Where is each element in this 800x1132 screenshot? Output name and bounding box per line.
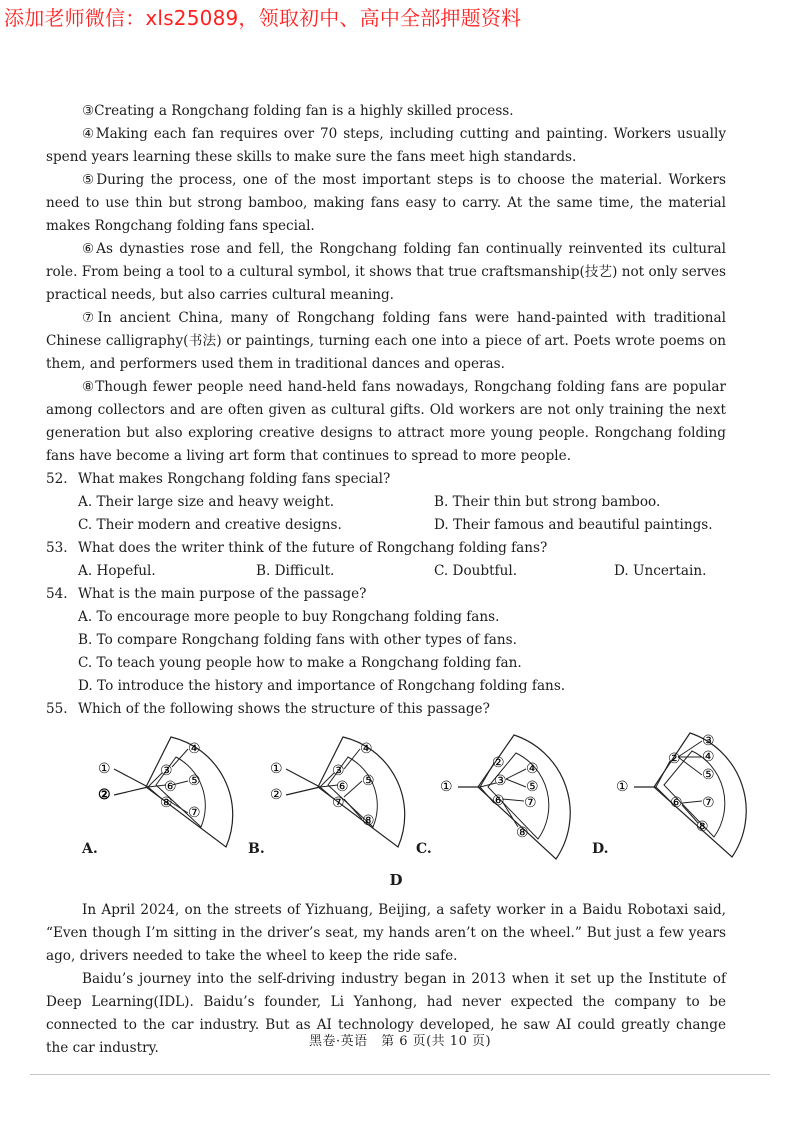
section-d-paragraph-1: In April 2024, on the streets of Yizhuang, Beijing, a safety worker in a Baidu Robotaxi said, “Even though I’m sitting in the driver’s seat, my hands aren’t on the wheel.” But just a few years ago, drivers needed to take the wheel to keep the ride safe. (46, 902, 726, 964)
passage-paragraph-8: ⑧Though fewer people need hand-held fans nowadays, Rongchang folding fans are popular among collectors and are often given as cultural gifts. Old workers are not only training the next generation but also exploring creative designs to attract more young people. Rongchang folding fans have become a living art form that continues to spread to more people. (46, 379, 726, 464)
fan-b-node-3: ③ (332, 763, 345, 779)
page-footer: 黑卷·英语 第 6 页(共 10 页) (308, 1034, 492, 1049)
fan-d-node-8: ⑧ (696, 819, 709, 835)
question-54 (46, 583, 726, 698)
fan-diagram-d (592, 727, 752, 867)
structure-diagram-c[interactable] (416, 727, 576, 867)
fan-c-node-2: ② (492, 755, 505, 771)
question-55 (46, 698, 726, 867)
fan-c-node-5: ⑤ (526, 779, 539, 795)
footer-divider (30, 1074, 770, 1075)
passage-paragraph-6: ⑥As dynasties rose and fell, the Rongchang folding fan continually reinvented its cultural role. From being a tool to a cultural symbol, it shows that true craftsmanship(技艺) not only serves practical needs, but also carries cultural meaning. (46, 241, 726, 303)
question-52-number: 52. (46, 471, 68, 487)
fan-c-node-1: ① (440, 779, 453, 795)
fan-d-node-7: ⑦ (702, 795, 715, 811)
question-54-stem: What is the main purpose of the passage? (78, 586, 367, 602)
fan-c-node-7: ⑦ (524, 795, 537, 811)
fan-b-node-2: ② (270, 787, 283, 803)
passage-paragraph-7: ⑦In ancient China, many of Rongchang folding fans were hand-painted with traditional Chinese calligraphy(书法) or paintings, turning each one into a piece of art. Poets wrote poems on them, and performers used them in traditional dances and operas. (46, 310, 726, 372)
fan-a-node-5: ⑤ (188, 773, 201, 789)
fan-c-node-4: ④ (526, 761, 539, 777)
question-52 (46, 468, 726, 537)
fan-d-node-3: ③ (702, 733, 715, 749)
watermark-text: 添加老师微信：xls25089，领取初中、高中全部押题资料 (4, 6, 522, 30)
question-52-option-c[interactable]: C. Their modern and creative designs. (78, 517, 342, 533)
question-53 (46, 537, 726, 583)
fan-diagram-a (76, 727, 236, 867)
question-52-option-d[interactable]: D. Their famous and beautiful paintings. (434, 517, 713, 533)
fan-b-node-7: ⑦ (332, 795, 345, 811)
fan-a-node-3: ③ (160, 763, 173, 779)
section-d-paragraph-2: Baidu’s journey into the self-driving industry began in 2013 when it set up the Institute of Deep Learning(IDL). Baidu’s founder, Li Yanhong, had never expected the company to be connected to the car industry. But as AI technology developed, he saw AI could greatly change the car industry. (46, 971, 726, 1056)
question-52-stem: What makes Rongchang folding fans special? (78, 471, 391, 487)
passage-paragraph-5: ⑤During the process, one of the most important steps is to choose the material. Workers need to use thin but strong bamboo, making fans easy to carry. At the same time, the material makes Rongchang folding fans special. (46, 172, 726, 234)
fan-c-node-3: ③ (494, 773, 507, 789)
fan-b-node-4: ④ (360, 741, 373, 757)
passage-paragraph-4: ④Making each fan requires over 70 steps, including cutting and painting. Workers usually spend years learning these skills to make sure the fans meet high standards. (46, 126, 726, 165)
question-54-option-d[interactable]: D. To introduce the history and importance of Rongchang folding fans. (78, 678, 566, 694)
question-53-stem: What does the writer think of the future of Rongchang folding fans? (78, 540, 548, 556)
question-53-option-d[interactable]: D. Uncertain. (614, 563, 707, 579)
structure-diagram-a[interactable] (76, 727, 236, 867)
question-55-stem: Which of the following shows the structure of this passage? (78, 701, 490, 717)
question-54-option-c[interactable]: C. To teach young people how to make a Rongchang folding fan. (78, 655, 522, 671)
question-52-option-b[interactable]: B. Their thin but strong bamboo. (434, 494, 661, 510)
question-54-option-b[interactable]: B. To compare Rongchang folding fans with other types of fans. (78, 632, 517, 648)
fan-diagram-c (416, 727, 576, 867)
fan-a-node-2: ② (98, 787, 111, 803)
fan-d-node-1: ① (616, 779, 629, 795)
structure-diagram-b[interactable] (248, 727, 408, 867)
question-53-option-b[interactable]: B. Difficult. (256, 563, 335, 579)
fan-d-node-4: ④ (702, 749, 715, 765)
question-54-option-a[interactable]: A. To encourage more people to buy Rongchang folding fans. (78, 609, 500, 625)
question-53-option-c[interactable]: C. Doubtful. (434, 563, 518, 579)
question-55-number: 55. (46, 701, 68, 717)
diagram-d-label: D. (592, 841, 609, 857)
fan-b-node-1: ① (270, 761, 283, 777)
diagram-a-label: A. (82, 841, 98, 857)
fan-a-node-4: ④ (188, 741, 201, 757)
fan-d-node-5: ⑤ (702, 767, 715, 783)
question-53-number: 53. (46, 540, 68, 556)
fan-b-node-6: ⑥ (336, 779, 349, 795)
passage-paragraph-3: ③Creating a Rongchang folding fan is a highly skilled process. (82, 103, 514, 119)
fan-b-node-5: ⑤ (362, 773, 375, 789)
fan-a-node-8: ⑧ (160, 795, 173, 811)
section-d-heading: D (389, 871, 403, 889)
fan-d-node-6: ⑥ (670, 795, 683, 811)
fan-diagram-b (248, 727, 408, 867)
structure-diagram-d[interactable] (592, 727, 752, 867)
fan-c-node-8: ⑧ (516, 825, 529, 841)
fan-a-node-6: ⑥ (164, 779, 177, 795)
fan-d-node-2: ② (668, 751, 681, 767)
fan-a-node-7: ⑦ (188, 805, 201, 821)
question-53-option-a[interactable]: A. Hopeful. (78, 563, 156, 579)
fan-c-node-6: ⑥ (492, 793, 505, 809)
diagram-c-label: C. (416, 841, 432, 857)
fan-b-node-8: ⑧ (362, 813, 375, 829)
diagram-b-label: B. (248, 841, 265, 857)
fan-a-node-1: ① (98, 761, 111, 777)
question-54-number: 54. (46, 586, 68, 602)
question-52-option-a[interactable]: A. Their large size and heavy weight. (78, 494, 335, 510)
structure-diagrams (46, 727, 726, 867)
exam-page (46, 100, 726, 1060)
